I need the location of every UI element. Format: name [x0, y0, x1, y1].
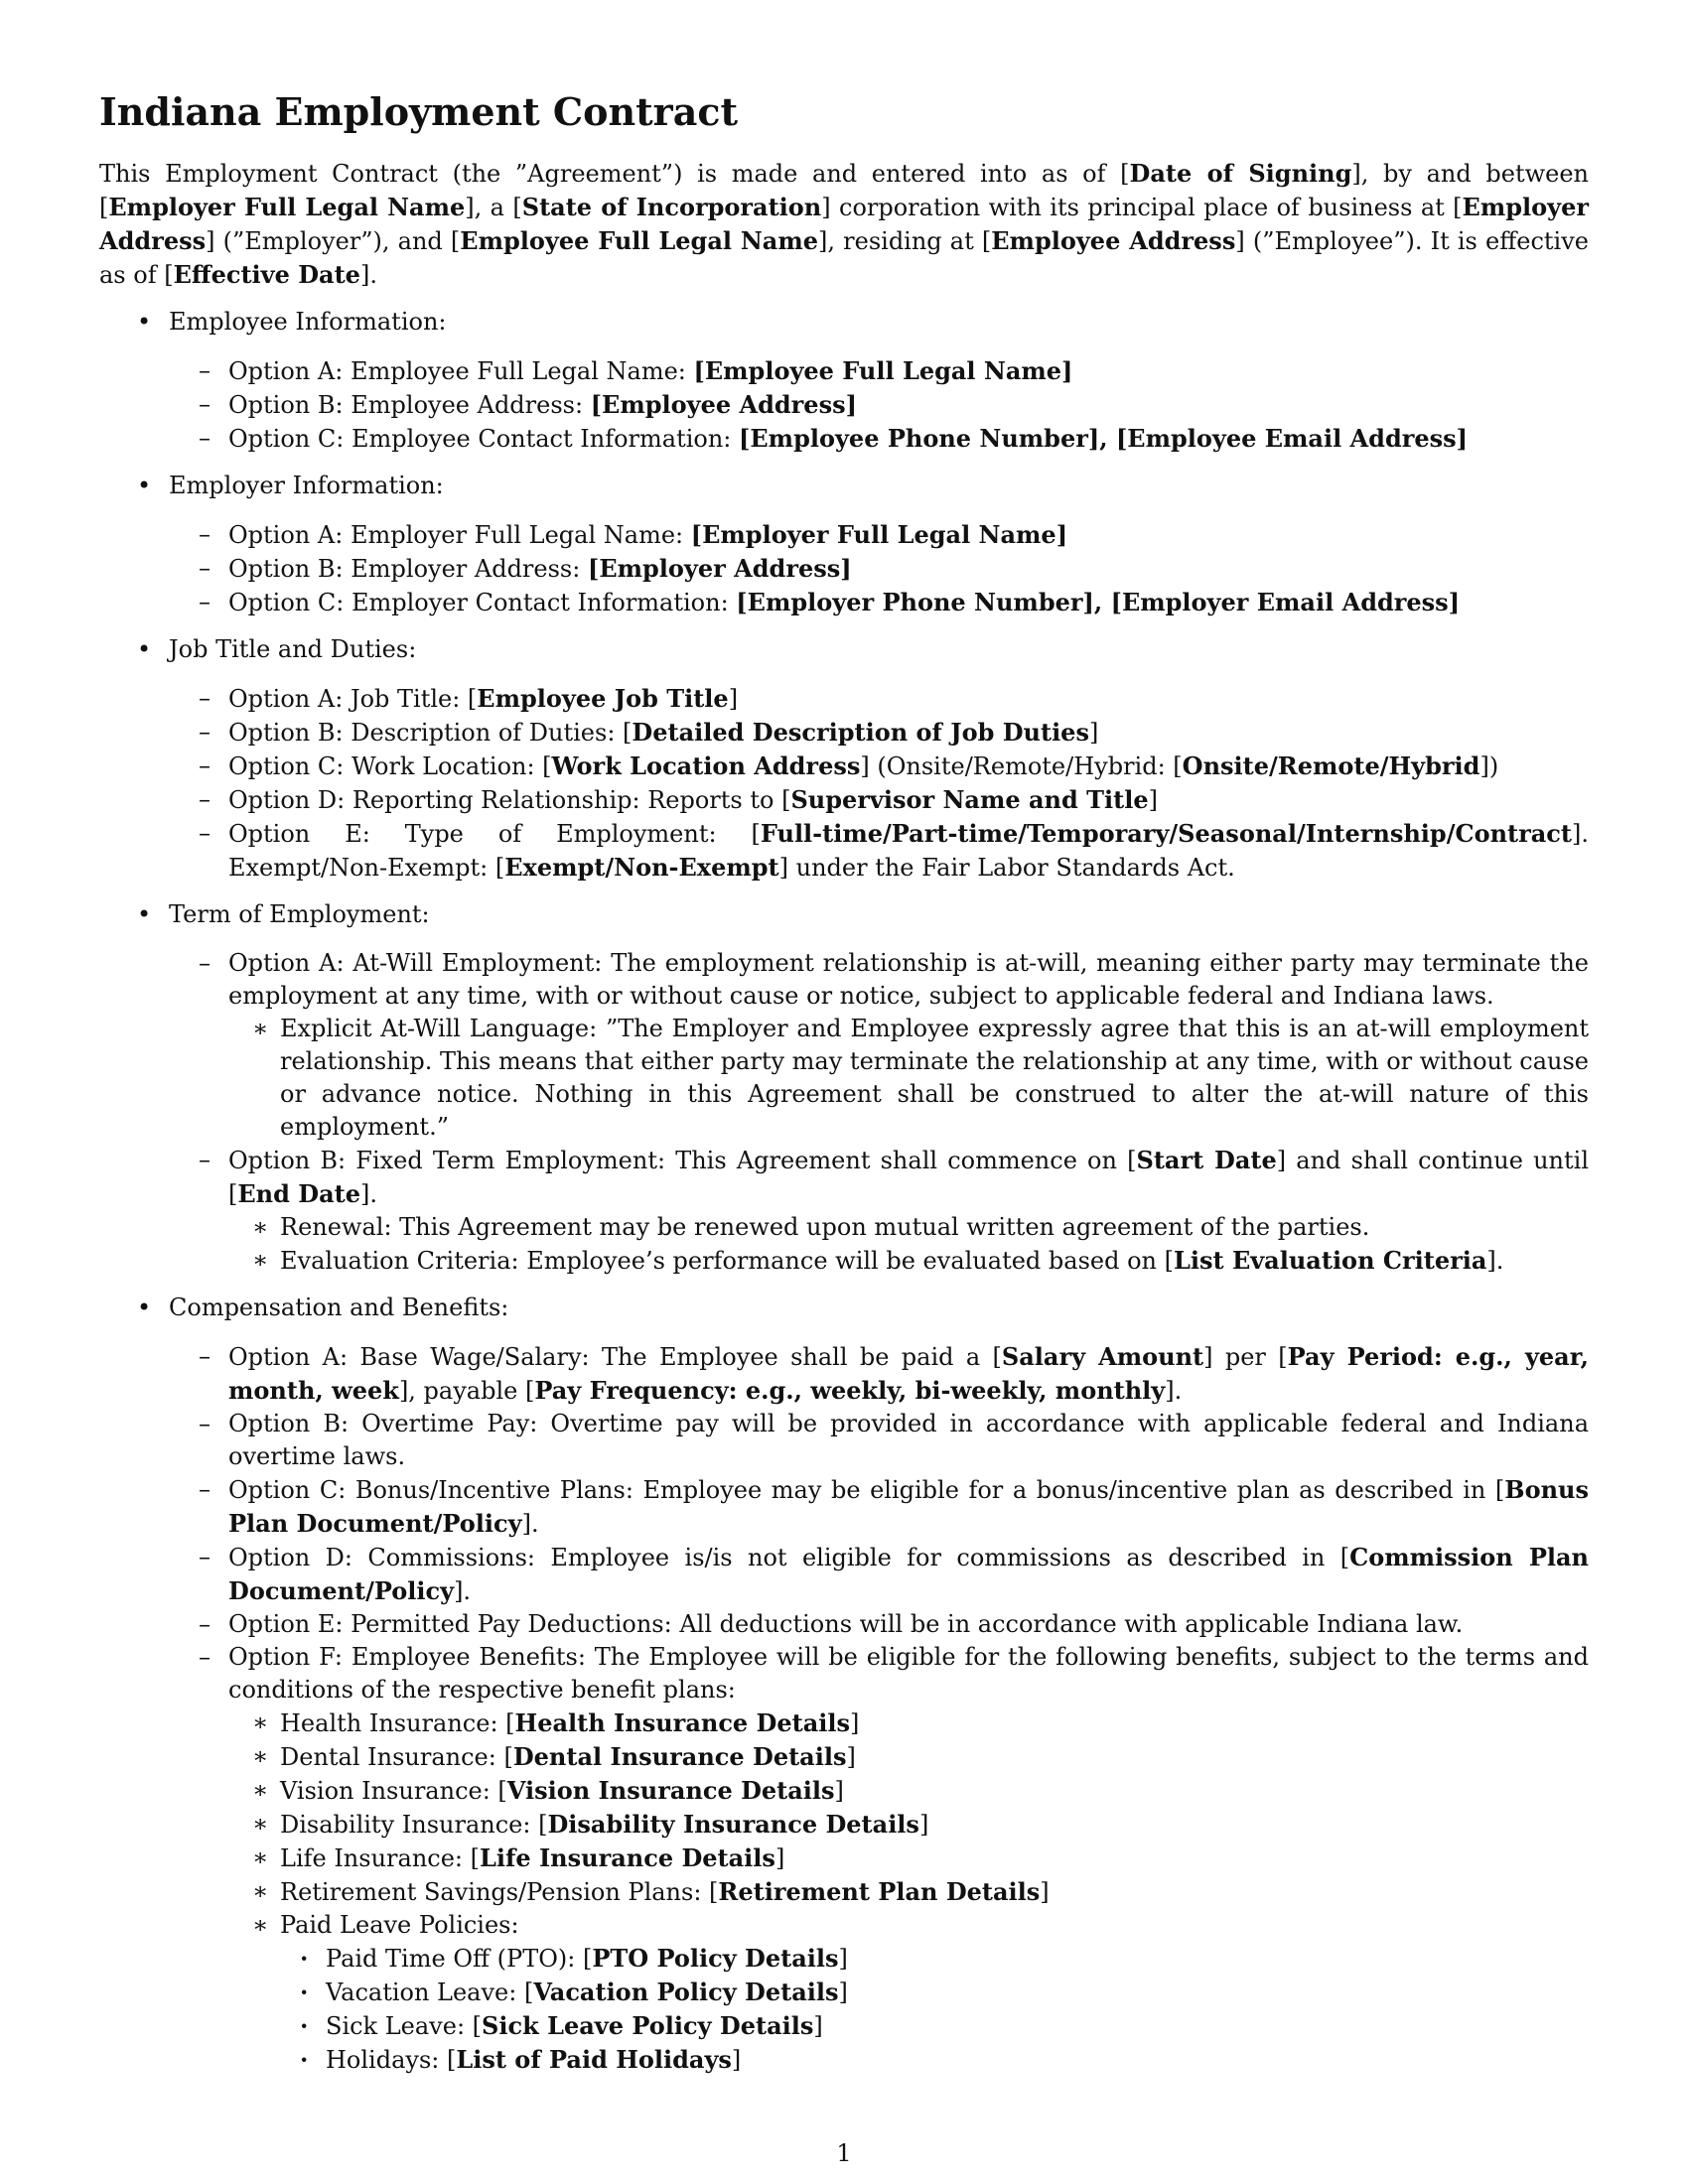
placeholder-field: List Evaluation Criteria [1174, 1245, 1487, 1275]
list-level-3 [228, 1706, 1589, 2077]
list-level-2 [169, 947, 1589, 1278]
placeholder-field: Retirement Plan Details [718, 1876, 1041, 1906]
text-run: Option E: Type of Employment: [ [228, 819, 761, 848]
text-run: This Employment Contract (the ”Agreement”) is made and entered into as of [99, 159, 1121, 188]
section-item [99, 1292, 1589, 2077]
placeholder-field: State of Incorporation [521, 192, 822, 221]
text-run: ] per [ [1203, 1342, 1288, 1371]
placeholder-field: Vision Insurance Details [506, 1775, 835, 1805]
placeholder-field: Exempt/Non-Exempt [504, 852, 779, 882]
list-item [169, 1144, 1589, 1278]
list-item [169, 1541, 1589, 1608]
list-item [228, 1706, 1589, 1740]
list-item [169, 586, 1589, 619]
list-item [169, 354, 1589, 388]
list-item [280, 1976, 1589, 2009]
text-run: Option C: Employee Contact Information: [228, 424, 740, 453]
placeholder-field: Sick Leave Policy Details [482, 2010, 814, 2040]
list-item [280, 2009, 1589, 2043]
text-run: Evaluation Criteria: Employee’s performance will be evaluated based on [ [280, 1246, 1174, 1275]
list-item [228, 1774, 1589, 1808]
placeholder-field: Effective Date [173, 259, 360, 289]
section-label: • Employee Information: [169, 307, 447, 336]
text-run: ]. [1165, 1376, 1183, 1405]
text-run: Vacation Leave: [ [326, 1978, 534, 2006]
list-item [169, 1340, 1589, 1408]
placeholder-field: [Employee Full Legal Name] [693, 355, 1073, 385]
list-item [280, 1942, 1589, 1976]
text-run: ]. [359, 260, 377, 289]
text-run: ]. [1486, 1246, 1504, 1275]
text-run: Option F: Employee Benefits: The Employee will be eligible for the following benefits, subject to the terms and conditions of the respective benefit plans: [228, 1642, 1589, 1704]
list-level-2 [169, 682, 1589, 885]
list-item [280, 2043, 1589, 2077]
text-run: Retirement Savings/Pension Plans: [ [280, 1877, 719, 1906]
text-run: ] [774, 1843, 785, 1872]
text-run: Option B: Fixed Term Employment: This Agreement shall commence on [ [228, 1146, 1137, 1174]
placeholder-field: Commission Plan Document/Policy [228, 1542, 1589, 1605]
placeholder-field: Health Insurance Details [514, 1707, 851, 1737]
placeholder-field: Salary Amount [1001, 1341, 1204, 1371]
section-label: • Employer Information: [169, 471, 444, 499]
text-run: ] [838, 1944, 848, 1973]
list-level-3 [228, 1211, 1589, 1278]
text-run: ] [1040, 1877, 1050, 1906]
text-run: Option D: Reporting Relationship: Reports to [ [228, 785, 791, 814]
placeholder-field: Full-time/Part-time/Temporary/Seasonal/Internship/Contract [760, 818, 1572, 848]
list-item [228, 1808, 1589, 1842]
list-item [169, 783, 1589, 817]
placeholder-field: Life Insurance Details [480, 1843, 775, 1872]
list-level-3 [228, 1013, 1589, 1144]
placeholder-field: Supervisor Name and Title [790, 784, 1149, 814]
placeholder-field: [Employee Address] [590, 389, 857, 419]
section-label: • Term of Employment: [169, 899, 430, 928]
placeholder-field: Bonus Plan Document/Policy [228, 1474, 1589, 1538]
text-run: Option A: Base Wage/Salary: The Employee shall be paid a [ [228, 1342, 1002, 1371]
list-item [169, 947, 1589, 1144]
text-run: Option A: Employer Full Legal Name: [228, 520, 691, 549]
text-run: ] and shall continue until [ [228, 1146, 1590, 1208]
placeholder-field: Onsite/Remote/Hybrid [1182, 751, 1480, 780]
placeholder-field: [Employee Phone Number], [Employee Email Address] [739, 423, 1469, 453]
list-item [169, 422, 1589, 456]
list-item [228, 1740, 1589, 1774]
list-item [228, 1211, 1589, 1244]
text-run: ] [728, 684, 739, 713]
text-run: Sick Leave: [ [326, 2011, 483, 2040]
placeholder-field: Employer Full Legal Name [108, 192, 466, 221]
text-run: Option A: At-Will Employment: The employment relationship is at-will, meaning either party may terminate the employment at any time, with or without cause or notice, subject to applicable federal and Indiana laws. [228, 948, 1589, 1010]
placeholder-field: [Employer Phone Number], [Employer Email Address] [736, 587, 1461, 616]
text-run: ], payable [ [398, 1376, 535, 1405]
section-item [99, 898, 1589, 1278]
text-run: Option B: Employee Address: [228, 390, 591, 419]
text-run: ] [850, 1708, 860, 1737]
text-run: Option A: Employee Full Legal Name: [228, 356, 694, 385]
text-run: Paid Leave Policies: [280, 1910, 519, 1939]
placeholder-field: List of Paid Holidays [456, 2044, 732, 2074]
text-run: Vision Insurance: [ [280, 1776, 507, 1805]
list-item [169, 518, 1589, 552]
text-run: ] [918, 1810, 929, 1839]
section-item [99, 633, 1589, 885]
list-item [169, 1473, 1589, 1541]
text-run: ] [834, 1776, 844, 1805]
placeholder-field: End Date [237, 1178, 360, 1208]
list-item [169, 817, 1589, 885]
text-run: Option B: Description of Duties: [ [228, 718, 633, 747]
placeholder-field: Employee Full Legal Name [460, 225, 819, 255]
placeholder-field: Employer Address [99, 192, 1589, 255]
section-label: • Job Title and Duties: [169, 634, 417, 663]
text-run: Option C: Employer Contact Information: [228, 588, 737, 616]
text-run: Renewal: This Agreement may be renewed upon mutual written agreement of the parties. [280, 1212, 1370, 1241]
list-level-2 [169, 354, 1589, 456]
list-item [169, 716, 1589, 750]
text-run: ]. Exempt/Non-Exempt: [ [228, 819, 1589, 882]
placeholder-field: [Employer Address] [587, 553, 852, 583]
placeholder-field: Start Date [1136, 1145, 1277, 1174]
text-run: Option C: Bonus/Incentive Plans: Employee may be eligible for a bonus/incentive plan as described in [ [228, 1475, 1505, 1504]
placeholder-field: Vacation Policy Details [533, 1977, 839, 2006]
placeholder-field: Disability Insurance Details [547, 1809, 919, 1839]
placeholder-field: Pay Period: e.g., year, month, week [228, 1341, 1589, 1405]
text-run: [ [1120, 159, 1130, 188]
list-item [228, 1244, 1589, 1278]
page-number: 1 [836, 2139, 852, 2167]
document-title: Indiana Employment Contract [99, 89, 739, 134]
text-run: ] corporation with its principal place of business at [ [821, 193, 1463, 221]
text-run: ]. [521, 1509, 539, 1538]
text-run: Life Insurance: [ [280, 1843, 480, 1872]
list-item [228, 1909, 1589, 2077]
placeholder-field: Work Location Address [551, 751, 861, 780]
text-run: ], by and between [ [99, 159, 1589, 221]
placeholder-field: Dental Insurance Details [512, 1741, 847, 1771]
text-run: ] [731, 2045, 742, 2074]
text-run: ] [1088, 718, 1099, 747]
list-level-4 [280, 1942, 1589, 2077]
text-run: ]) [1479, 751, 1499, 780]
list-item [169, 682, 1589, 716]
list-item [169, 388, 1589, 422]
placeholder-field: Detailed Description of Job Duties [632, 717, 1089, 747]
text-run: Option B: Overtime Pay: Overtime pay will be provided in accordance with applicable federal and Indiana overtime laws. [228, 1409, 1589, 1470]
section-list [99, 306, 1589, 2077]
text-run: Option C: Work Location: [ [228, 751, 552, 780]
text-run: ] (”Employer”), and [ [206, 226, 461, 255]
text-run: Paid Time Off (PTO): [ [326, 1944, 593, 1973]
list-item [169, 750, 1589, 783]
intro-paragraph [99, 157, 1589, 292]
list-level-2 [169, 518, 1589, 619]
text-run: ] [838, 1978, 848, 2006]
text-run: Option B: Employer Address: [228, 554, 588, 583]
text-run: Option A: Job Title: [ [228, 684, 478, 713]
list-level-2 [169, 1340, 1589, 2077]
text-run: Explicit At-Will Language: ”The Employer and Employee expressly agree that this is an at-will employment relationship. This means that either party may terminate the relationship at any time, with or without cause or advance notice. Nothing in this Agreement shall be construed to alter the at-will nature of this employment.” [280, 1014, 1589, 1141]
placeholder-field: Date of Signing [1129, 158, 1352, 188]
placeholder-field: Pay Frequency: e.g., weekly, bi-weekly, monthly [534, 1375, 1166, 1405]
text-run: Dental Insurance: [ [280, 1742, 513, 1771]
text-run: ]. [454, 1576, 472, 1605]
section-item [99, 306, 1589, 456]
text-run: ] under the Fair Labor Standards Act. [778, 853, 1235, 882]
text-run: ]. [359, 1179, 377, 1208]
list-item [228, 1842, 1589, 1875]
list-item [228, 1875, 1589, 1909]
list-item [169, 1408, 1589, 1473]
list-item [228, 1013, 1589, 1144]
document-page [99, 89, 1589, 2091]
list-item [169, 1641, 1589, 2077]
text-run: Holidays: [ [326, 2045, 457, 2074]
list-item [169, 1608, 1589, 1641]
text-run: ] [846, 1742, 856, 1771]
text-run: ] [813, 2011, 823, 2040]
placeholder-field: Employee Job Title [477, 683, 729, 713]
section-item [99, 470, 1589, 619]
text-run: Option E: Permitted Pay Deductions: All deductions will be in accordance with applicable Indiana law. [228, 1609, 1464, 1638]
text-run: ], a [ [465, 193, 522, 221]
text-run: Option D: Commissions: Employee is/is not eligible for commissions as described in [ [228, 1543, 1350, 1571]
list-item [169, 552, 1589, 586]
section-label: • Compensation and Benefits: [169, 1293, 509, 1321]
placeholder-field: PTO Policy Details [592, 1943, 839, 1973]
text-run: Disability Insurance: [ [280, 1810, 548, 1839]
placeholder-field: [Employer Full Legal Name] [690, 519, 1068, 549]
text-run: ], residing at [ [818, 226, 992, 255]
text-run: ] (”Employee”). It is effective as of [ [99, 226, 1589, 289]
placeholder-field: Employee Address [991, 225, 1236, 255]
text-run: ] (Onsite/Remote/Hybrid: [ [860, 751, 1183, 780]
text-run: ] [1148, 785, 1158, 814]
text-run: Health Insurance: [ [280, 1708, 515, 1737]
